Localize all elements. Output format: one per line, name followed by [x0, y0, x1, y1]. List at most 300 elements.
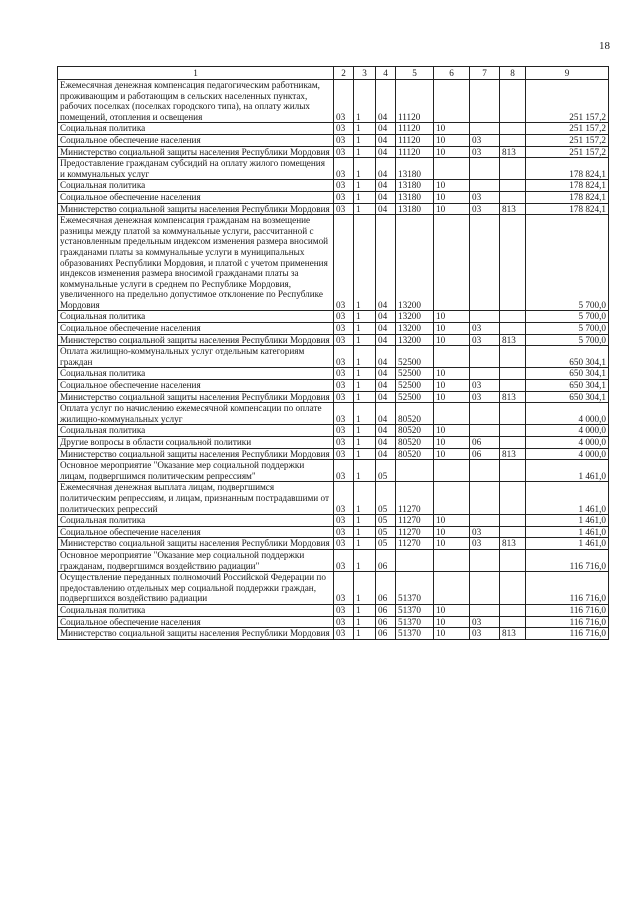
- code-cell: 11120: [396, 123, 434, 135]
- code-cell: 813: [500, 628, 526, 640]
- row-name-cell: Министерство социальной защиты населения Республики Мордовия: [58, 628, 334, 640]
- code-cell: [470, 572, 500, 605]
- row-name-cell: Социальная политика: [58, 368, 334, 380]
- table-row: [58, 80, 609, 123]
- code-cell: 80520: [396, 425, 434, 437]
- code-cell: 03: [334, 628, 354, 640]
- code-cell: 05: [376, 482, 396, 515]
- table-body: [58, 80, 609, 640]
- table-row: [58, 391, 609, 403]
- code-cell: 1: [354, 425, 376, 437]
- code-cell: 04: [376, 425, 396, 437]
- code-cell: [434, 158, 470, 180]
- column-header: 9: [526, 67, 609, 80]
- code-cell: [500, 368, 526, 380]
- table-row: [58, 380, 609, 392]
- amount-cell: 178 824,1: [526, 191, 609, 203]
- code-cell: 03: [334, 482, 354, 515]
- code-cell: 03: [334, 403, 354, 425]
- code-cell: 813: [500, 448, 526, 460]
- code-cell: 06: [470, 437, 500, 449]
- code-cell: 13180: [396, 180, 434, 192]
- code-cell: 13200: [396, 311, 434, 323]
- row-name-cell: Социальное обеспечение населения: [58, 526, 334, 538]
- code-cell: 03: [334, 572, 354, 605]
- budget-table: [57, 66, 609, 640]
- code-cell: 11270: [396, 482, 434, 515]
- table-row: [58, 334, 609, 346]
- code-cell: 813: [500, 538, 526, 550]
- table-row: [58, 123, 609, 135]
- table-row: [58, 323, 609, 335]
- row-name-cell: Ежемесячная денежная выплата лицам, подвергшимся политическим репрессиям, и лицам, признанным пострадавшими от политических репрессий: [58, 482, 334, 515]
- table-row: [58, 437, 609, 449]
- row-name-cell: Ежемесячная денежная компенсация гражданам на возмещение разницы между платой за коммунальные услуги, рассчитанной с установленным предельным индексом изменения размера вносимой гражданами платы за коммунальные услуги в муниципальных образованиях Республики Мордовия, и платой с учетом применения индексов изменения размера вносимой гражданами платы за коммунальные услуги в среднем по Республике Мордовия, увеличенного на предельно допустимое отклонение по Республике Мордовия: [58, 215, 334, 311]
- code-cell: 1: [354, 203, 376, 215]
- table-row: [58, 549, 609, 571]
- code-cell: 1: [354, 628, 376, 640]
- column-header: 8: [500, 67, 526, 80]
- column-header: 3: [354, 67, 376, 80]
- code-cell: [500, 515, 526, 527]
- amount-cell: 178 824,1: [526, 180, 609, 192]
- row-name-cell: Министерство социальной защиты населения Республики Мордовия: [58, 203, 334, 215]
- amount-cell: 116 716,0: [526, 628, 609, 640]
- row-name-cell: Социальная политика: [58, 311, 334, 323]
- amount-cell: 4 000,0: [526, 403, 609, 425]
- table-row: [58, 425, 609, 437]
- code-cell: [500, 403, 526, 425]
- table-row: [58, 311, 609, 323]
- column-header: 1: [58, 67, 334, 80]
- amount-cell: 178 824,1: [526, 158, 609, 180]
- table-row: [58, 515, 609, 527]
- code-cell: [470, 80, 500, 123]
- row-name-cell: Министерство социальной защиты населения Республики Мордовия: [58, 448, 334, 460]
- code-cell: [500, 616, 526, 628]
- code-cell: 1: [354, 482, 376, 515]
- code-cell: 03: [470, 380, 500, 392]
- code-cell: 03: [334, 515, 354, 527]
- code-cell: 10: [434, 368, 470, 380]
- code-cell: 04: [376, 180, 396, 192]
- code-cell: 1: [354, 134, 376, 146]
- code-cell: 1: [354, 526, 376, 538]
- amount-cell: 5 700,0: [526, 323, 609, 335]
- code-cell: 04: [376, 203, 396, 215]
- code-cell: 10: [434, 334, 470, 346]
- row-name-cell: Ежемесячная денежная компенсация педагогическим работникам, проживающим и работающим в сельских населенных пунктах, рабочих поселках (поселках городского типа), на оплату жилых помещений, отопления и освещения: [58, 80, 334, 123]
- code-cell: 03: [334, 616, 354, 628]
- code-cell: [500, 311, 526, 323]
- code-cell: [470, 515, 500, 527]
- code-cell: 10: [434, 604, 470, 616]
- code-cell: [434, 572, 470, 605]
- code-cell: 52500: [396, 368, 434, 380]
- code-cell: [470, 311, 500, 323]
- row-name-cell: Министерство социальной защиты населения Республики Мордовия: [58, 146, 334, 158]
- row-name-cell: Социальное обеспечение населения: [58, 134, 334, 146]
- code-cell: 1: [354, 334, 376, 346]
- code-cell: 10: [434, 311, 470, 323]
- code-cell: 04: [376, 403, 396, 425]
- table-row: [58, 191, 609, 203]
- code-cell: [470, 604, 500, 616]
- amount-cell: 4 000,0: [526, 425, 609, 437]
- code-cell: 10: [434, 123, 470, 135]
- code-cell: 03: [470, 616, 500, 628]
- code-cell: 10: [434, 425, 470, 437]
- code-cell: 04: [376, 334, 396, 346]
- code-cell: 03: [334, 158, 354, 180]
- amount-cell: 650 304,1: [526, 391, 609, 403]
- table-row: [58, 448, 609, 460]
- code-cell: 11120: [396, 146, 434, 158]
- code-cell: 06: [376, 549, 396, 571]
- code-cell: 03: [334, 437, 354, 449]
- code-cell: 06: [376, 616, 396, 628]
- code-cell: 05: [376, 460, 396, 482]
- row-name-cell: Социальная политика: [58, 425, 334, 437]
- code-cell: 03: [334, 146, 354, 158]
- amount-cell: 116 716,0: [526, 572, 609, 605]
- code-cell: 13200: [396, 215, 434, 311]
- code-cell: [500, 346, 526, 368]
- code-cell: 03: [334, 311, 354, 323]
- code-cell: 813: [500, 146, 526, 158]
- code-cell: [500, 123, 526, 135]
- code-cell: 05: [376, 515, 396, 527]
- table-row: [58, 482, 609, 515]
- code-cell: 05: [376, 526, 396, 538]
- code-cell: 04: [376, 448, 396, 460]
- code-cell: 1: [354, 123, 376, 135]
- code-cell: 06: [470, 448, 500, 460]
- code-cell: 04: [376, 191, 396, 203]
- code-cell: [470, 158, 500, 180]
- table-row: [58, 215, 609, 311]
- row-name-cell: Социальное обеспечение населения: [58, 380, 334, 392]
- code-cell: [470, 123, 500, 135]
- code-cell: 1: [354, 538, 376, 550]
- code-cell: 03: [334, 425, 354, 437]
- code-cell: 03: [334, 346, 354, 368]
- code-cell: 13180: [396, 191, 434, 203]
- code-cell: 1: [354, 323, 376, 335]
- code-cell: 03: [470, 134, 500, 146]
- code-cell: 1: [354, 180, 376, 192]
- row-name-cell: Основное мероприятие "Оказание мер социальной поддержки лицам, подвергшимся политическим репрессиям": [58, 460, 334, 482]
- column-header: 2: [334, 67, 354, 80]
- amount-cell: 1 461,0: [526, 482, 609, 515]
- code-cell: 10: [434, 323, 470, 335]
- code-cell: [470, 368, 500, 380]
- code-cell: 1: [354, 311, 376, 323]
- code-cell: 03: [334, 460, 354, 482]
- code-cell: 03: [470, 628, 500, 640]
- code-cell: [500, 134, 526, 146]
- code-cell: [500, 437, 526, 449]
- amount-cell: 251 157,2: [526, 134, 609, 146]
- table-row: [58, 616, 609, 628]
- code-cell: 03: [334, 215, 354, 311]
- code-cell: [470, 180, 500, 192]
- amount-cell: 1 461,0: [526, 538, 609, 550]
- code-cell: 11120: [396, 80, 434, 123]
- code-cell: 10: [434, 134, 470, 146]
- code-cell: 1: [354, 616, 376, 628]
- amount-cell: 116 716,0: [526, 604, 609, 616]
- table-row: [58, 158, 609, 180]
- amount-cell: 116 716,0: [526, 616, 609, 628]
- code-cell: 03: [334, 334, 354, 346]
- amount-cell: 650 304,1: [526, 380, 609, 392]
- code-cell: 10: [434, 616, 470, 628]
- code-cell: 80520: [396, 448, 434, 460]
- table-row: [58, 146, 609, 158]
- code-cell: 10: [434, 437, 470, 449]
- code-cell: [500, 526, 526, 538]
- code-cell: 03: [334, 191, 354, 203]
- amount-cell: 251 157,2: [526, 123, 609, 135]
- code-cell: 80520: [396, 437, 434, 449]
- code-cell: 10: [434, 391, 470, 403]
- code-cell: 10: [434, 448, 470, 460]
- code-cell: 13180: [396, 203, 434, 215]
- code-cell: 03: [470, 538, 500, 550]
- row-name-cell: Социальное обеспечение населения: [58, 616, 334, 628]
- row-name-cell: Министерство социальной защиты населения Республики Мордовия: [58, 334, 334, 346]
- amount-cell: 251 157,2: [526, 80, 609, 123]
- code-cell: 03: [334, 180, 354, 192]
- code-cell: 03: [470, 191, 500, 203]
- code-cell: 03: [334, 80, 354, 123]
- code-cell: 03: [334, 134, 354, 146]
- code-cell: [470, 482, 500, 515]
- code-cell: 813: [500, 391, 526, 403]
- code-cell: 10: [434, 526, 470, 538]
- code-cell: 03: [470, 203, 500, 215]
- code-cell: 03: [470, 391, 500, 403]
- code-cell: 11270: [396, 526, 434, 538]
- amount-cell: 5 700,0: [526, 334, 609, 346]
- row-name-cell: Осуществление переданных полномочий Российской Федерации по предоставлению отдельных мер социальной поддержки граждан, подвергшихся воздействию радиации: [58, 572, 334, 605]
- code-cell: 51370: [396, 572, 434, 605]
- code-cell: 04: [376, 368, 396, 380]
- code-cell: [500, 180, 526, 192]
- code-cell: [500, 549, 526, 571]
- table-row: [58, 460, 609, 482]
- code-cell: 05: [376, 538, 396, 550]
- code-cell: [434, 460, 470, 482]
- row-name-cell: Социальное обеспечение населения: [58, 191, 334, 203]
- code-cell: 03: [334, 203, 354, 215]
- code-cell: 13180: [396, 158, 434, 180]
- code-cell: 1: [354, 80, 376, 123]
- code-cell: [500, 158, 526, 180]
- code-cell: 03: [334, 380, 354, 392]
- code-cell: 03: [334, 448, 354, 460]
- code-cell: 06: [376, 572, 396, 605]
- code-cell: 03: [334, 368, 354, 380]
- code-cell: 04: [376, 158, 396, 180]
- code-cell: 04: [376, 123, 396, 135]
- code-cell: 04: [376, 380, 396, 392]
- code-cell: 04: [376, 391, 396, 403]
- code-cell: 11270: [396, 538, 434, 550]
- code-cell: [470, 460, 500, 482]
- code-cell: 03: [334, 323, 354, 335]
- code-cell: 03: [334, 604, 354, 616]
- code-cell: 1: [354, 380, 376, 392]
- code-cell: 06: [376, 628, 396, 640]
- code-cell: 10: [434, 203, 470, 215]
- row-name-cell: Социальная политика: [58, 604, 334, 616]
- code-cell: [434, 80, 470, 123]
- code-cell: 813: [500, 334, 526, 346]
- code-cell: 04: [376, 146, 396, 158]
- code-cell: 04: [376, 437, 396, 449]
- code-cell: 03: [334, 123, 354, 135]
- code-cell: 1: [354, 437, 376, 449]
- amount-cell: 650 304,1: [526, 368, 609, 380]
- code-cell: 1: [354, 346, 376, 368]
- row-name-cell: Предоставление гражданам субсидий на оплату жилого помещения и коммунальных услуг: [58, 158, 334, 180]
- code-cell: 1: [354, 549, 376, 571]
- code-cell: [500, 380, 526, 392]
- page-number: 18: [599, 40, 610, 52]
- code-cell: [434, 215, 470, 311]
- row-name-cell: Министерство социальной защиты населения Республики Мордовия: [58, 391, 334, 403]
- code-cell: 13200: [396, 323, 434, 335]
- table-row: [58, 628, 609, 640]
- code-cell: 04: [376, 323, 396, 335]
- code-cell: [500, 191, 526, 203]
- amount-cell: 5 700,0: [526, 311, 609, 323]
- amount-cell: 1 461,0: [526, 515, 609, 527]
- amount-cell: 4 000,0: [526, 437, 609, 449]
- code-cell: 03: [334, 538, 354, 550]
- code-cell: 10: [434, 180, 470, 192]
- code-cell: 03: [470, 146, 500, 158]
- row-name-cell: Министерство социальной защиты населения Республики Мордовия: [58, 538, 334, 550]
- row-name-cell: Социальная политика: [58, 180, 334, 192]
- amount-cell: 1 461,0: [526, 460, 609, 482]
- code-cell: [470, 549, 500, 571]
- code-cell: 52500: [396, 346, 434, 368]
- code-cell: [500, 215, 526, 311]
- table-row: [58, 346, 609, 368]
- code-cell: [470, 403, 500, 425]
- row-name-cell: Оплата жилищно-коммунальных услуг отдельным категориям граждан: [58, 346, 334, 368]
- code-cell: 04: [376, 346, 396, 368]
- code-cell: 1: [354, 158, 376, 180]
- amount-cell: 4 000,0: [526, 448, 609, 460]
- code-cell: 11270: [396, 515, 434, 527]
- amount-cell: 116 716,0: [526, 549, 609, 571]
- code-cell: 813: [500, 203, 526, 215]
- column-header: 6: [434, 67, 470, 80]
- amount-cell: 251 157,2: [526, 146, 609, 158]
- code-cell: 03: [334, 549, 354, 571]
- amount-cell: 178 824,1: [526, 203, 609, 215]
- code-cell: 04: [376, 80, 396, 123]
- code-cell: [434, 346, 470, 368]
- code-cell: 03: [334, 526, 354, 538]
- table-row: [58, 572, 609, 605]
- column-header: 5: [396, 67, 434, 80]
- column-header: 4: [376, 67, 396, 80]
- code-cell: [434, 403, 470, 425]
- code-cell: 04: [376, 311, 396, 323]
- code-cell: 51370: [396, 628, 434, 640]
- code-cell: 13200: [396, 334, 434, 346]
- code-cell: 52500: [396, 380, 434, 392]
- code-cell: 04: [376, 215, 396, 311]
- code-cell: 80520: [396, 403, 434, 425]
- code-cell: [500, 323, 526, 335]
- code-cell: [434, 482, 470, 515]
- code-cell: 1: [354, 572, 376, 605]
- amount-cell: 1 461,0: [526, 526, 609, 538]
- code-cell: 10: [434, 515, 470, 527]
- code-cell: 10: [434, 146, 470, 158]
- code-cell: 1: [354, 146, 376, 158]
- code-cell: 1: [354, 368, 376, 380]
- column-header: 7: [470, 67, 500, 80]
- code-cell: [470, 425, 500, 437]
- code-cell: 1: [354, 403, 376, 425]
- row-name-cell: Социальная политика: [58, 515, 334, 527]
- code-cell: 03: [470, 334, 500, 346]
- table-header-row: [58, 67, 609, 80]
- code-cell: 1: [354, 604, 376, 616]
- row-name-cell: Другие вопросы в области социальной политики: [58, 437, 334, 449]
- row-name-cell: Социальная политика: [58, 123, 334, 135]
- code-cell: 1: [354, 191, 376, 203]
- code-cell: [500, 604, 526, 616]
- table-row: [58, 604, 609, 616]
- code-cell: 03: [470, 323, 500, 335]
- code-cell: [500, 572, 526, 605]
- code-cell: 1: [354, 391, 376, 403]
- code-cell: 11120: [396, 134, 434, 146]
- code-cell: 1: [354, 215, 376, 311]
- code-cell: [500, 425, 526, 437]
- table-row: [58, 203, 609, 215]
- code-cell: 52500: [396, 391, 434, 403]
- code-cell: 51370: [396, 604, 434, 616]
- code-cell: [470, 215, 500, 311]
- table-row: [58, 180, 609, 192]
- amount-cell: 650 304,1: [526, 346, 609, 368]
- code-cell: 03: [470, 526, 500, 538]
- code-cell: 10: [434, 191, 470, 203]
- code-cell: [500, 460, 526, 482]
- code-cell: 1: [354, 515, 376, 527]
- code-cell: 1: [354, 448, 376, 460]
- code-cell: 06: [376, 604, 396, 616]
- code-cell: 10: [434, 380, 470, 392]
- code-cell: [396, 549, 434, 571]
- amount-cell: 5 700,0: [526, 215, 609, 311]
- code-cell: [500, 80, 526, 123]
- code-cell: [434, 549, 470, 571]
- table-row: [58, 403, 609, 425]
- code-cell: 10: [434, 628, 470, 640]
- table-row: [58, 526, 609, 538]
- code-cell: [396, 460, 434, 482]
